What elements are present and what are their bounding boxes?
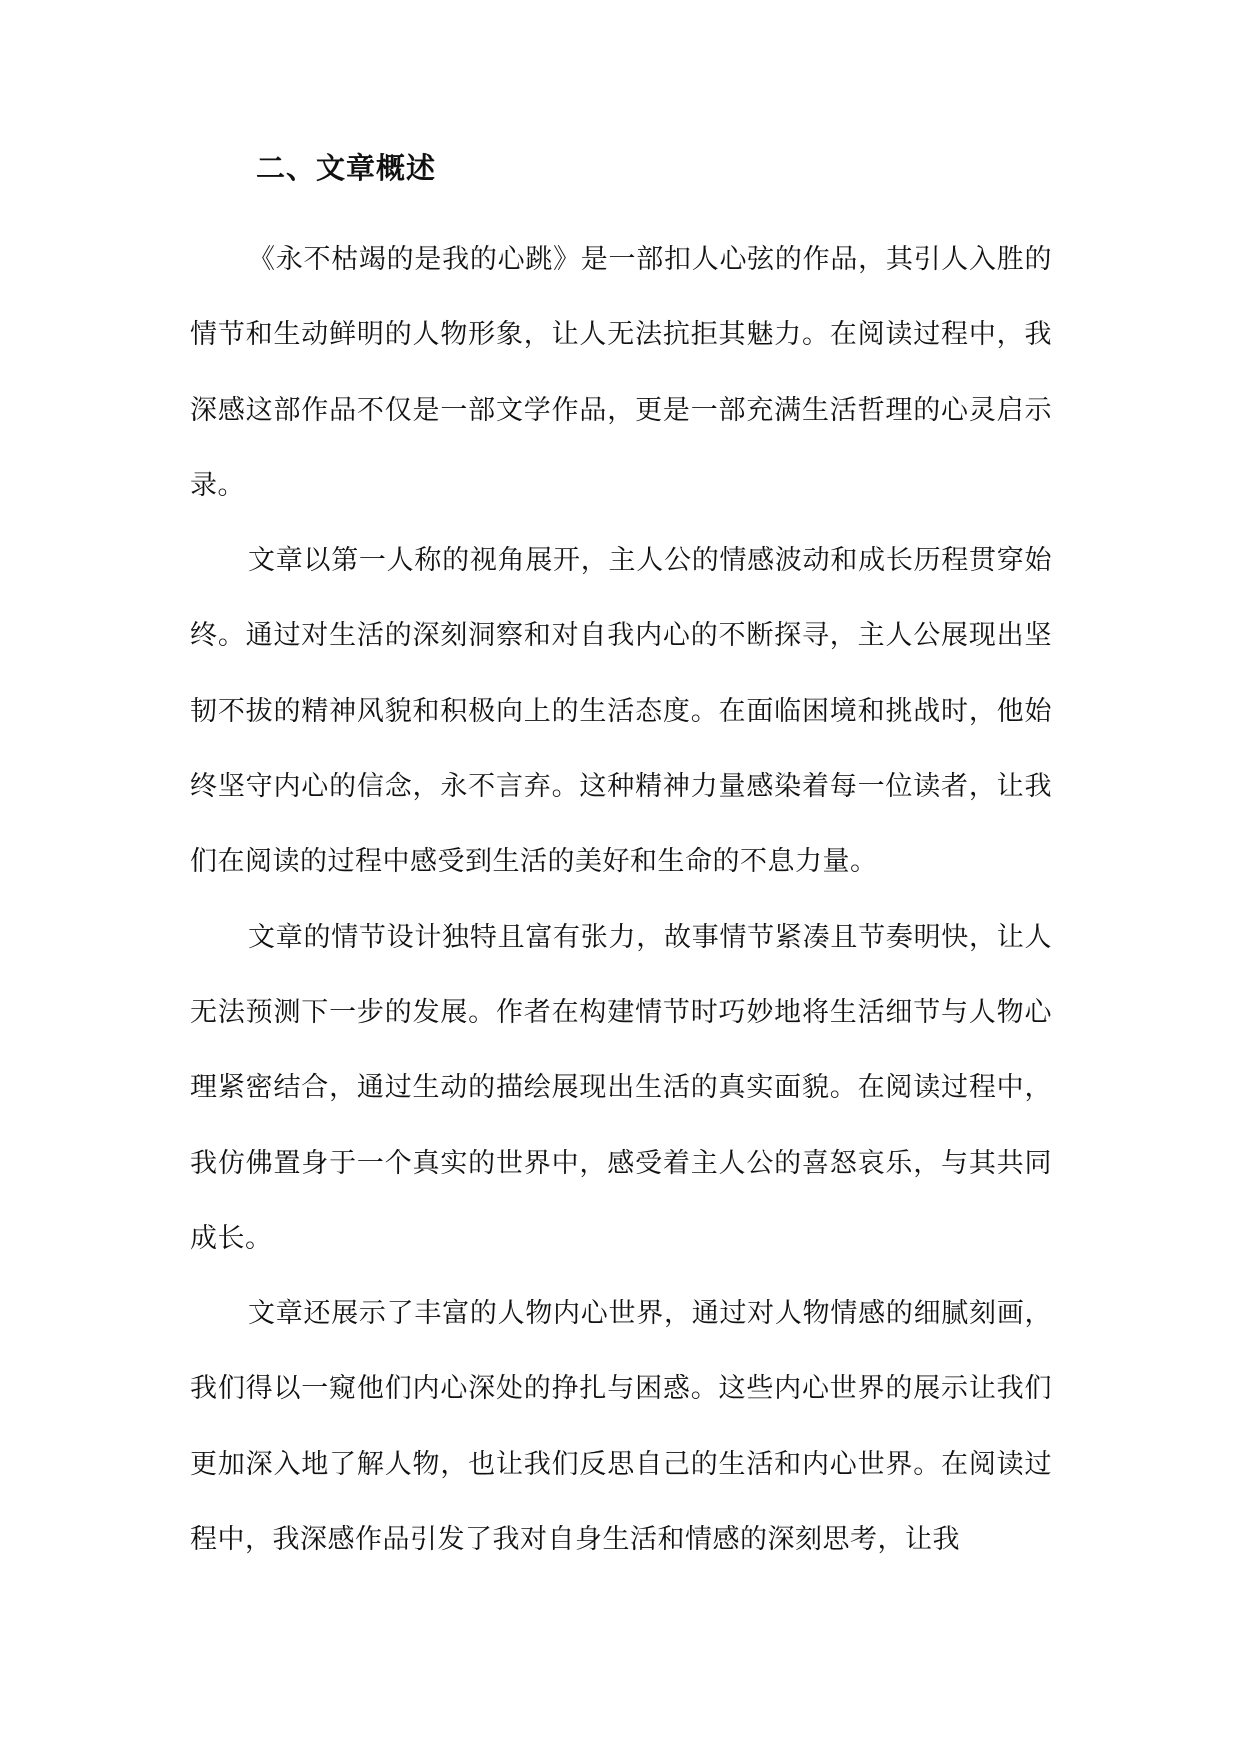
paragraph-1: 《永不枯竭的是我的心跳》是一部扣人心弦的作品，其引人入胜的情节和生动鲜明的人物形象，让人无法抗拒其魅力。在阅读过程中，我深感这部作品不仅是一部文学作品，更是一部充满生活哲理的心灵启示录。: [190, 244, 1052, 501]
paragraph-2: 文章以第一人称的视角展开，主人公的情感波动和成长历程贯穿始终。通过对生活的深刻洞察和对自我内心的不断探寻，主人公展现出坚韧不拔的精神风貌和积极向上的生活态度。在面临困境和挑战时，他始终坚守内心的信念，永不言弃。这种精神力量感染着每一位读者，让我们在阅读的过程中感受到生活的美好和生命的不息力量。: [190, 545, 1052, 878]
paragraph-4: 文章还展示了丰富的人物内心世界，通过对人物情感的细腻刻画，我们得以一窥他们内心深处的挣扎与困惑。这些内心世界的展示让我们更加深入地了解人物，也让我们反思自己的生活和内心世界。在阅读过程中，我深感作品引发了我对自身生活和情感的深刻思考，让我: [190, 1298, 1052, 1556]
paragraph-3: 文章的情节设计独特且富有张力，故事情节紧凑且节奏明快，让人无法预测下一步的发展。作者在构建情节时巧妙地将生活细节与人物心理紧密结合，通过生动的描绘展现出生活的真实面貌。在阅读过程中，我仿佛置身于一个真实的世界中，感受着主人公的喜怒哀乐，与其共同成长。: [190, 921, 1052, 1254]
section-heading: 二、文章概述: [256, 151, 437, 185]
body-text: [190, 222, 1052, 1577]
